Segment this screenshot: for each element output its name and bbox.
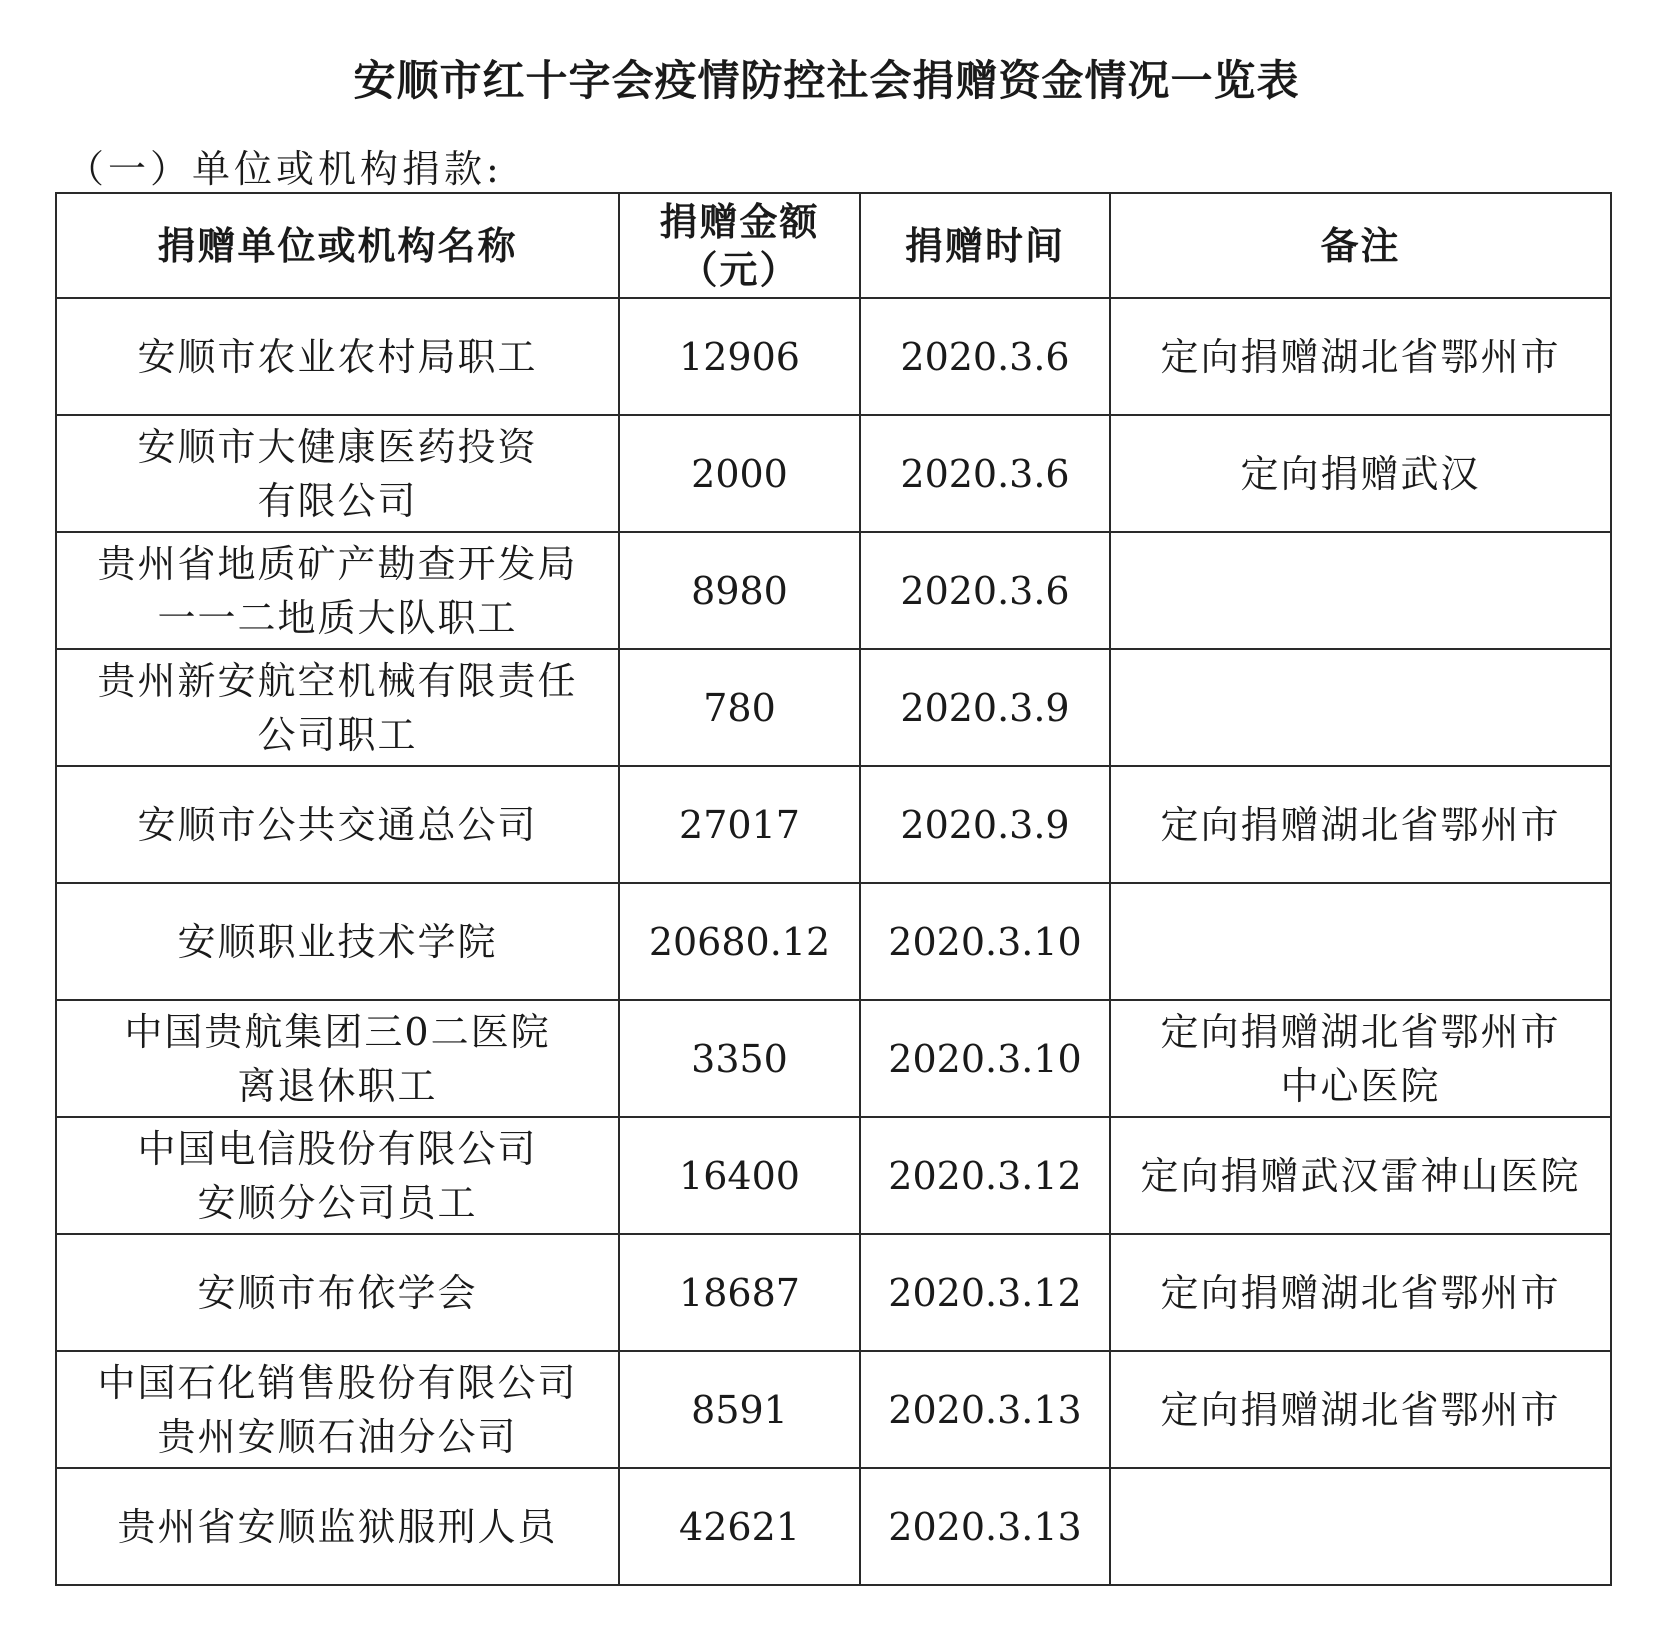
amount-cell: 780 <box>619 649 860 766</box>
date-cell: 2020.3.10 <box>860 883 1110 1000</box>
donations-table <box>55 192 1612 1586</box>
note-line-1: 定向捐赠武汉雷神山医院 <box>1140 1153 1581 1198</box>
donor-name-line-2: 有限公司 <box>257 478 418 523</box>
date-cell: 2020.3.10 <box>860 1000 1110 1117</box>
date-cell: 2020.3.9 <box>860 649 1110 766</box>
donor-name-line-1: 中国石化销售股份有限公司 <box>97 1360 578 1405</box>
table-row <box>56 1117 1611 1234</box>
donor-name-line-1: 贵州省安顺监狱服刑人员 <box>117 1504 558 1549</box>
donor-name-line-1: 贵州省地质矿产勘查开发局 <box>97 541 578 586</box>
amount-cell: 42621 <box>619 1468 860 1585</box>
note-cell <box>1110 415 1611 532</box>
header-amount-label: 捐赠金额 <box>659 199 820 244</box>
table-row <box>56 766 1611 883</box>
header-donor-name: 捐赠单位或机构名称 <box>56 193 619 298</box>
date-cell: 2020.3.13 <box>860 1468 1110 1585</box>
date-cell: 2020.3.6 <box>860 415 1110 532</box>
header-date: 捐赠时间 <box>860 193 1110 298</box>
table-header-row <box>56 193 1611 298</box>
note-line-1: 定向捐赠湖北省鄂州市 <box>1160 334 1561 379</box>
amount-cell: 16400 <box>619 1117 860 1234</box>
header-amount <box>619 193 860 298</box>
donor-name-cell <box>56 1468 619 1585</box>
note-cell <box>1110 532 1611 649</box>
note-cell <box>1110 1234 1611 1351</box>
note-line-1: 定向捐赠武汉 <box>1240 451 1481 496</box>
amount-cell: 18687 <box>619 1234 860 1351</box>
note-line-2: 中心医院 <box>1280 1063 1441 1108</box>
table-body <box>56 298 1611 1585</box>
note-cell <box>1110 1117 1611 1234</box>
header-note: 备注 <box>1110 193 1611 298</box>
note-line-1: 定向捐赠湖北省鄂州市 <box>1160 1009 1561 1054</box>
table-row <box>56 415 1611 532</box>
donor-name-line-1: 安顺市农业农村局职工 <box>137 334 538 379</box>
amount-cell: 2000 <box>619 415 860 532</box>
donor-name-cell <box>56 1351 619 1468</box>
donor-name-line-1: 中国电信股份有限公司 <box>137 1126 538 1171</box>
table-row <box>56 649 1611 766</box>
donor-name-line-1: 安顺市大健康医药投资 <box>137 424 538 469</box>
page-title: 安顺市红十字会疫情防控社会捐赠资金情况一览表 <box>353 56 1300 105</box>
donor-name-cell <box>56 1117 619 1234</box>
date-cell: 2020.3.6 <box>860 298 1110 415</box>
donor-name-line-2: 贵州安顺石油分公司 <box>157 1414 518 1459</box>
donor-name-line-1: 安顺市公共交通总公司 <box>137 802 538 847</box>
note-line-1: 定向捐赠湖北省鄂州市 <box>1160 802 1561 847</box>
amount-cell: 20680.12 <box>619 883 860 1000</box>
amount-cell: 27017 <box>619 766 860 883</box>
note-cell <box>1110 766 1611 883</box>
donor-name-cell <box>56 1000 619 1117</box>
date-cell: 2020.3.12 <box>860 1234 1110 1351</box>
date-cell: 2020.3.6 <box>860 532 1110 649</box>
amount-cell: 12906 <box>619 298 860 415</box>
note-cell <box>1110 1468 1611 1585</box>
date-cell: 2020.3.12 <box>860 1117 1110 1234</box>
date-cell: 2020.3.13 <box>860 1351 1110 1468</box>
donor-name-cell <box>56 883 619 1000</box>
table-row <box>56 298 1611 415</box>
date-cell: 2020.3.9 <box>860 766 1110 883</box>
donor-name-line-1: 中国贵航集团三0二医院 <box>124 1009 551 1054</box>
donor-name-cell <box>56 532 619 649</box>
table-row <box>56 1351 1611 1468</box>
table-row <box>56 1234 1611 1351</box>
note-line-1: 定向捐赠湖北省鄂州市 <box>1160 1387 1561 1432</box>
donor-name-cell <box>56 766 619 883</box>
donor-name-line-2: 安顺分公司员工 <box>197 1180 478 1225</box>
table-row <box>56 883 1611 1000</box>
donor-name-cell <box>56 1234 619 1351</box>
note-line-1: 定向捐赠湖北省鄂州市 <box>1160 1270 1561 1315</box>
donor-name-cell <box>56 649 619 766</box>
table-row <box>56 1000 1611 1117</box>
donor-name-line-1: 安顺市布依学会 <box>197 1270 478 1315</box>
amount-cell: 8591 <box>619 1351 860 1468</box>
donor-name-cell <box>56 298 619 415</box>
table-row <box>56 532 1611 649</box>
amount-cell: 8980 <box>619 532 860 649</box>
section-heading: （一）单位或机构捐款: <box>66 147 503 191</box>
header-amount-unit: （元） <box>679 247 800 292</box>
donor-name-line-2: 公司职工 <box>257 712 418 757</box>
donor-name-line-1: 贵州新安航空机械有限责任 <box>97 658 578 703</box>
note-cell <box>1110 1351 1611 1468</box>
donor-name-line-2: 一一二地质大队职工 <box>157 595 518 640</box>
note-cell <box>1110 298 1611 415</box>
note-cell <box>1110 1000 1611 1117</box>
table-row <box>56 1468 1611 1585</box>
note-cell <box>1110 649 1611 766</box>
amount-cell: 3350 <box>619 1000 860 1117</box>
note-cell <box>1110 883 1611 1000</box>
donor-name-cell <box>56 415 619 532</box>
donor-name-line-1: 安顺职业技术学院 <box>177 919 498 964</box>
donor-name-line-2: 离退休职工 <box>237 1063 438 1108</box>
